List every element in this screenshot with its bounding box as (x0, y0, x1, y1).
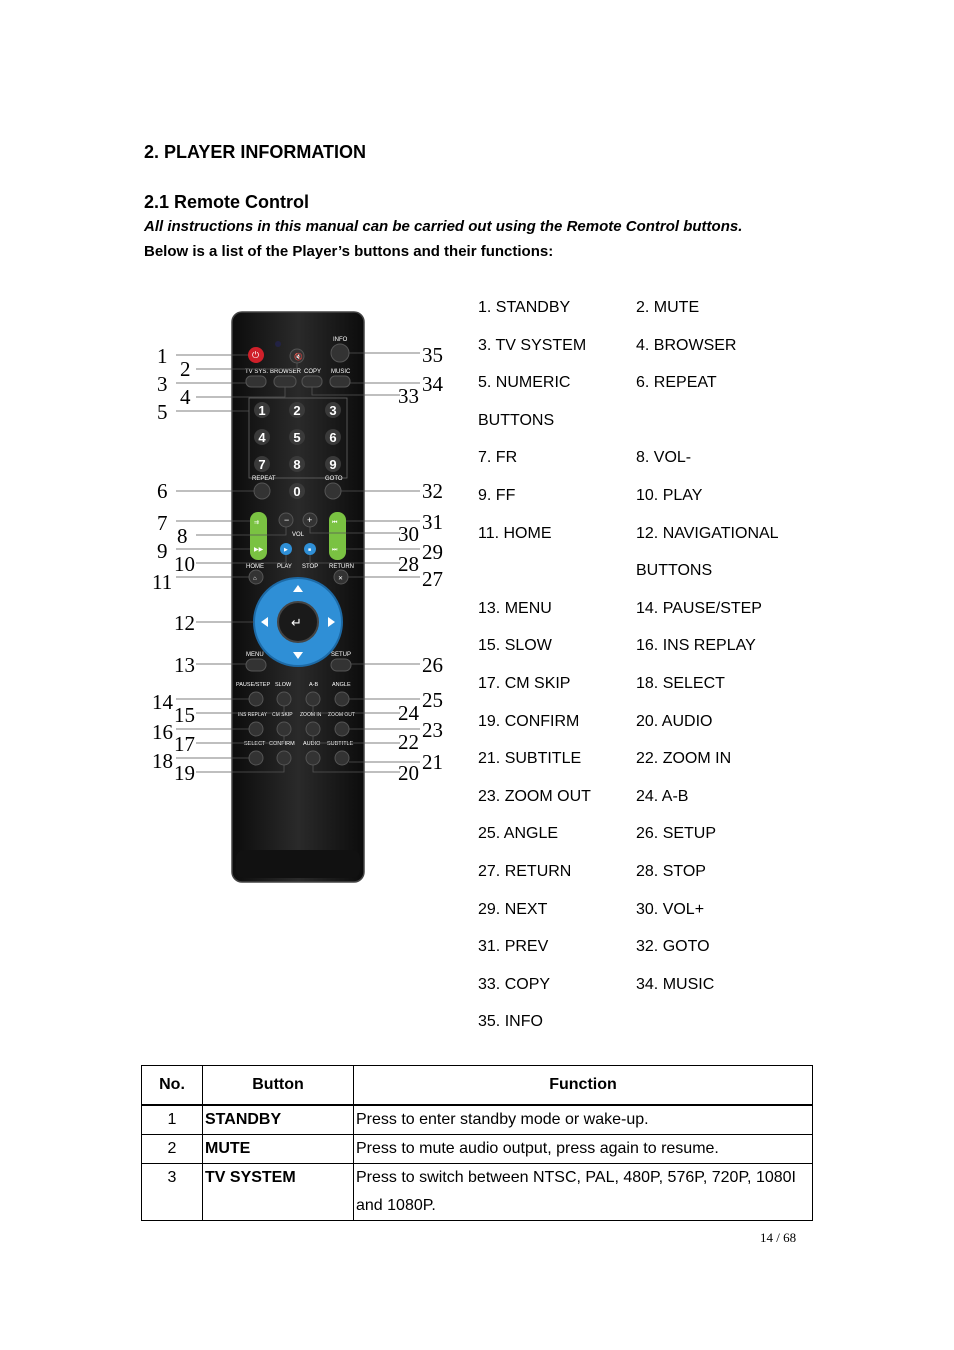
list-item: 17. CM SKIP (478, 674, 571, 692)
list-item: 1. STANDBY (478, 299, 571, 316)
callout-20: 20 (398, 761, 419, 785)
callout-12: 12 (174, 611, 195, 635)
list-item: 16. INS REPLAY (636, 637, 756, 655)
button-function-list (478, 295, 838, 1047)
zoomout-button[interactable] (335, 722, 349, 736)
return-label: RETURN (329, 564, 354, 570)
digit-6-label: 6 (329, 430, 337, 445)
audio-label: AUDIO (303, 741, 321, 747)
row-button-name: STANDBY (203, 1105, 354, 1135)
list-item: 7. FR (478, 449, 518, 467)
row-function: Press to mute audio output, press again to resume. (354, 1135, 813, 1164)
copy-label: COPY (304, 369, 322, 375)
cmskip-button[interactable] (277, 722, 291, 736)
callout-16: 16 (152, 720, 173, 744)
callout-3: 3 (157, 372, 168, 396)
callout-22: 22 (398, 730, 419, 754)
table-header-row (142, 1066, 813, 1106)
play-icon: ▶ (284, 547, 288, 553)
slow-button[interactable] (277, 692, 291, 706)
setup-label: SETUP (331, 652, 352, 658)
ff-icon: ▶▶ (254, 547, 264, 553)
list-row (478, 521, 838, 559)
digit-9-label: 9 (329, 457, 337, 472)
page-number: 14 / 68 (760, 1230, 797, 1245)
list-item: 33. COPY (478, 975, 551, 993)
list-row (478, 483, 838, 521)
list-row (478, 295, 838, 333)
copy-button[interactable] (302, 376, 322, 387)
zoomin-button[interactable] (306, 722, 320, 736)
list-row (478, 897, 838, 935)
return-icon: ✕ (338, 576, 344, 582)
list-item: 3. TV SYSTEM (478, 336, 587, 354)
callout-4: 4 (180, 385, 191, 409)
row-number: 3 (142, 1164, 203, 1221)
list-row (478, 633, 838, 671)
list-item: 18. SELECT (636, 674, 725, 692)
list-item: BUTTONS (478, 411, 555, 429)
zoomout-label: ZOOM OUT (328, 712, 355, 718)
ab-label: A-B (309, 682, 319, 688)
callout-25: 25 (422, 688, 443, 712)
callout-2: 2 (180, 357, 191, 381)
callout-30: 30 (398, 522, 419, 546)
stop-icon: ■ (308, 547, 312, 553)
tvsys-label: TV SYS. (245, 369, 269, 375)
row-function: Press to enter standby mode or wake-up. (354, 1105, 813, 1135)
row-number: 1 (142, 1105, 203, 1135)
callout-24: 24 (398, 701, 419, 725)
list-item: 32. GOTO (636, 938, 710, 956)
table-row (142, 1135, 813, 1164)
list-item: 9. FF (478, 486, 516, 504)
list-item: 21. SUBTITLE (478, 750, 582, 768)
callout-7: 7 (157, 511, 168, 535)
intro-description: Below is a list of the Player’s buttons and their functions: (144, 243, 554, 260)
cmskip-label: CM SKIP (272, 712, 293, 718)
list-item: 6. REPEAT (636, 374, 717, 392)
home-icon: ⌂ (253, 576, 257, 582)
list-row (478, 972, 838, 1010)
list-item: 19. CONFIRM (478, 712, 580, 730)
zoomin-label: ZOOM IN (300, 712, 322, 718)
svg-text:⏻: ⏻ (252, 350, 260, 360)
pausestep-button[interactable] (249, 692, 263, 706)
list-row (478, 1009, 838, 1047)
subsection-heading: 2.1 Remote Control (144, 192, 310, 212)
list-item: 10. PLAY (636, 486, 703, 504)
setup-button[interactable] (331, 659, 351, 671)
list-item: 5. NUMERIC (478, 374, 571, 392)
list-item: 23. ZOOM OUT (478, 787, 591, 805)
enter-icon: ↵ (291, 615, 302, 630)
callout-9: 9 (157, 539, 168, 563)
repeat-button[interactable] (254, 483, 270, 499)
audio-button[interactable] (306, 751, 320, 765)
list-item: 11. HOME (478, 524, 552, 542)
list-row (478, 746, 838, 784)
prev-icon: ⏮ (332, 520, 338, 526)
menu-label: MENU (246, 652, 264, 658)
list-row (478, 821, 838, 859)
next-icon: ⏭ (332, 547, 338, 553)
indicator-led (275, 341, 281, 347)
table-row (142, 1164, 813, 1221)
callout-32: 32 (422, 479, 443, 503)
callout-6: 6 (157, 479, 168, 503)
callout-34: 34 (422, 372, 443, 396)
stop-label: STOP (302, 564, 319, 570)
list-row (478, 370, 838, 408)
callout-14: 14 (152, 690, 173, 714)
angle-label: ANGLE (332, 682, 351, 688)
list-row (478, 784, 838, 822)
callout-1: 1 (157, 344, 168, 368)
section-heading: 2. PLAYER INFORMATION (144, 142, 367, 162)
info-label: INFO (333, 337, 348, 343)
list-item: 34. MUSIC (636, 975, 715, 993)
remote-control-illustration (150, 300, 450, 890)
list-item: 30. VOL+ (636, 900, 705, 918)
list-item: 14. PAUSE/STEP (636, 599, 762, 617)
list-item: 13. MENU (478, 599, 552, 617)
callout-26: 26 (422, 653, 443, 677)
confirm-button[interactable] (277, 751, 291, 765)
insreplay-label: INS REPLAY (238, 712, 268, 718)
list-item: 15. SLOW (478, 637, 552, 655)
subtitle-button[interactable] (335, 751, 349, 765)
menu-button[interactable] (246, 659, 266, 671)
repeat-label: REPEAT (252, 476, 276, 482)
row-number: 2 (142, 1135, 203, 1164)
callout-18: 18 (152, 749, 173, 773)
list-item: 35. INFO (478, 1013, 543, 1031)
list-row (478, 445, 838, 483)
info-button[interactable] (331, 344, 349, 362)
svg-text:−: − (284, 515, 290, 525)
list-row (478, 859, 838, 897)
goto-label: GOTO (325, 476, 343, 482)
digit-5-label: 5 (293, 430, 301, 445)
list-item: 27. RETURN (478, 862, 572, 880)
list-item: 2. MUTE (636, 299, 700, 316)
list-row (478, 558, 838, 596)
callout-17: 17 (174, 732, 195, 756)
subtitle-label: SUBTITLE (327, 741, 354, 747)
select-button[interactable] (249, 751, 263, 765)
table-row (142, 1105, 813, 1135)
list-item: 25. ANGLE (478, 825, 559, 843)
svg-text:+: + (307, 515, 313, 525)
list-item: 26. SETUP (636, 825, 717, 843)
list-row (478, 408, 838, 446)
list-item: 24. A-B (636, 787, 689, 805)
row-button-name: MUTE (203, 1135, 354, 1164)
list-row (478, 934, 838, 972)
callout-8: 8 (177, 524, 188, 548)
callout-10: 10 (174, 552, 195, 576)
goto-button[interactable] (325, 483, 341, 499)
digit-8-label: 8 (293, 457, 301, 472)
list-row (478, 671, 838, 709)
fr-icon: ⇉ (254, 520, 260, 526)
angle-button[interactable] (335, 692, 349, 706)
callout-11: 11 (152, 570, 173, 594)
list-item (478, 558, 636, 596)
music-label: MUSIC (331, 369, 351, 375)
list-item: 29. NEXT (478, 900, 548, 918)
list-item: 12. NAVIGATIONAL (636, 524, 779, 542)
list-item: 8. VOL- (636, 449, 692, 467)
callout-13: 13 (174, 653, 195, 677)
intro-note: All instructions in this manual can be carried out using the Remote Control buttons. (144, 218, 743, 235)
callout-27: 27 (422, 567, 443, 591)
column-header-button: Button (203, 1066, 354, 1106)
vol-label: VOL (292, 532, 305, 538)
digit-1-label: 1 (258, 403, 266, 418)
list-item: 4. BROWSER (636, 336, 737, 354)
row-button-name: TV SYSTEM (203, 1164, 354, 1221)
list-item: BUTTONS (636, 562, 713, 580)
list-row (478, 333, 838, 371)
digit-3-label: 3 (329, 403, 337, 418)
browser-label: BROWSER (270, 369, 302, 375)
digit-7-label: 7 (258, 457, 266, 472)
tvsys-button[interactable] (246, 376, 266, 387)
slow-label: SLOW (275, 682, 292, 688)
digit-4-label: 4 (258, 430, 266, 445)
insreplay-button[interactable] (249, 722, 263, 736)
list-row (478, 709, 838, 747)
column-header-no: No. (142, 1066, 203, 1106)
play-label: PLAY (277, 564, 292, 570)
callout-15: 15 (174, 703, 195, 727)
callout-35: 35 (422, 343, 443, 367)
select-label: SELECT (244, 741, 266, 747)
callout-21: 21 (422, 750, 443, 774)
browser-button[interactable] (274, 376, 296, 387)
callout-28: 28 (398, 552, 419, 576)
callout-33: 33 (398, 384, 419, 408)
ab-button[interactable] (306, 692, 320, 706)
list-item: 28. STOP (636, 862, 706, 880)
callout-29: 29 (422, 540, 443, 564)
confirm-label: CONFIRM (269, 741, 295, 747)
callout-31: 31 (422, 510, 443, 534)
callout-19: 19 (174, 761, 195, 785)
button-function-table (141, 1065, 813, 1221)
row-function: Press to switch between NTSC, PAL, 480P, 576P, 720P, 1080I and 1080P. (354, 1164, 813, 1221)
digit-0-label: 0 (293, 484, 301, 499)
list-row (478, 596, 838, 634)
home-label: HOME (246, 564, 264, 570)
digit-2-label: 2 (293, 403, 301, 418)
music-button[interactable] (330, 376, 350, 387)
list-item: 31. PREV (478, 938, 549, 956)
list-item: 22. ZOOM IN (636, 750, 732, 768)
list-item: 20. AUDIO (636, 712, 713, 730)
column-header-function: Function (354, 1066, 813, 1106)
pausestep-label: PAUSE/STEP (236, 682, 271, 688)
callout-23: 23 (422, 718, 443, 742)
callout-5: 5 (157, 400, 168, 424)
svg-text:🔇: 🔇 (294, 354, 303, 361)
